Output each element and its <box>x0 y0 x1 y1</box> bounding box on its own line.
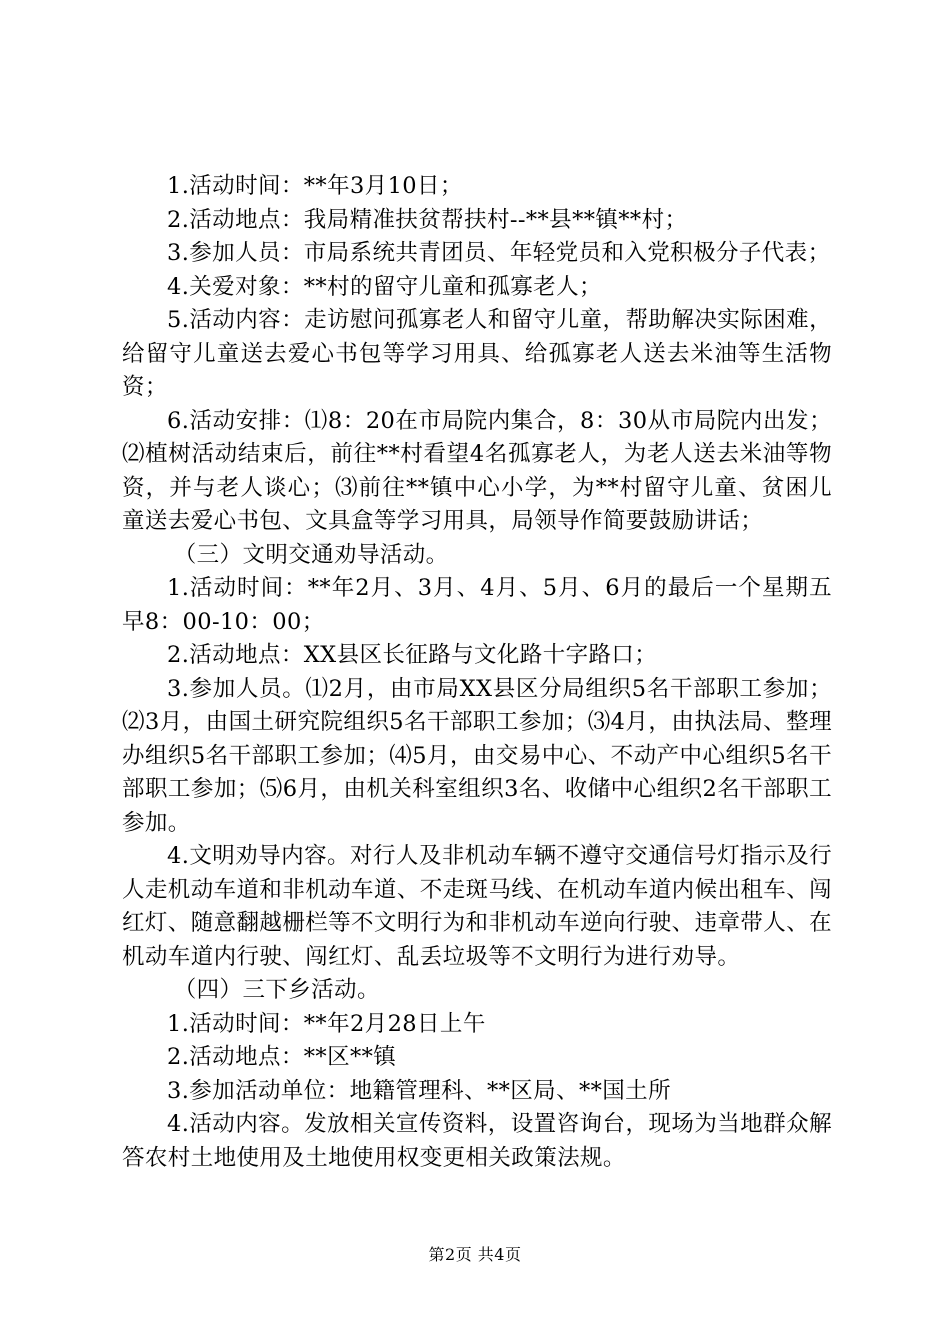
paragraph-countryside-units: 3.参加活动单位：地籍管理科、**区局、**国土所 <box>167 1077 671 1104</box>
paragraph-participants: 3.参加人员：市局系统共青团员、年轻党员和入党积极分子代表； <box>167 240 831 266</box>
paragraph-activity-schedule: 6.活动安排：⑴8：20在市局院内集合，8：30从市局院内出发；⑵植树活动结束后，前往**村看望4名孤寡老人，为老人送去米油等物资，并与老人谈心；⑶前往**镇中心小学，为**村留守儿童、贫困儿童送去爱心书包、文具盒等学习用具，局领导作简要鼓励讲话； <box>122 407 832 534</box>
paragraph-traffic-content: 4.文明劝导内容。对行人及非机动车辆不遵守交通信号灯指示及行人走机动车道和非机动车道、不走斑马线、在机动车道内候出租车、闯红灯、随意翻越栅栏等不文明行为和非机动车逆向行驶、违章带人、在机动车道内行驶、闯红灯、乱丢垃圾等不文明行为进行劝导。 <box>122 843 832 970</box>
page-number-footer: 第2页 共4页 <box>428 1245 522 1264</box>
paragraph-activity-location: 2.活动地点：我局精准扶贫帮扶村--**县**镇**村； <box>167 206 688 233</box>
section-heading-traffic: （三）文明交通劝导活动。 <box>173 541 449 568</box>
paragraph-countryside-time: 1.活动时间：**年2月28日上午 <box>167 1010 486 1037</box>
paragraph-activity-time: 1.活动时间：**年3月10日； <box>167 173 463 199</box>
paragraph-countryside-location: 2.活动地点：**区**镇 <box>167 1044 397 1070</box>
paragraph-care-targets: 4.关爱对象：**村的留守儿童和孤寡老人； <box>167 273 602 300</box>
paragraph-traffic-participants: 3.参加人员。⑴2月，由市局XX县区分局组织5名干部职工参加；⑵3月，由国土研究院组织5名干部职工参加；⑶4月，由执法局、整理办组织5名干部职工参加；⑷5月，由交易中心、不动产中心组织5名干部职工参加；⑸6月，由机关科室组织3名、收储中心组织2名干部职工参加。 <box>122 675 832 836</box>
paragraph-countryside-content: 4.活动内容。发放相关宣传资料，设置咨询台，现场为当地群众解答农村土地使用及土地使用权变更相关政策法规。 <box>122 1111 832 1171</box>
paragraph-traffic-time: 1.活动时间：**年2月、3月、4月、5月、6月的最后一个星期五早8：00-10：00； <box>122 575 832 635</box>
document-body <box>122 170 832 1175</box>
section-heading-countryside: （四）三下乡活动。 <box>173 977 380 1003</box>
paragraph-activity-content: 5.活动内容：走访慰问孤寡老人和留守儿童，帮助解决实际困难，给留守儿童送去爱心书包等学习用具、给孤寡老人送去米油等生活物资； <box>122 307 832 400</box>
paragraph-traffic-location: 2.活动地点：XX县区长征路与文化路十字路口； <box>167 642 658 668</box>
